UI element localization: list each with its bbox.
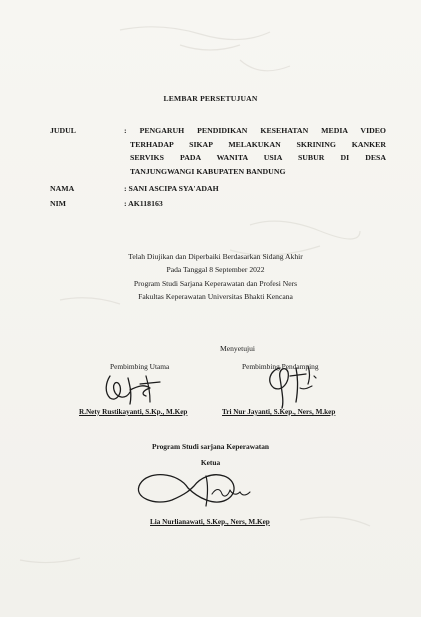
nim-value: : AK118163	[124, 199, 163, 208]
judul-value	[124, 124, 386, 178]
approval-line: Pada Tanggal 8 September 2022	[166, 265, 265, 275]
approval-line: Fakultas Keperawatan Universitas Bhakti Kencana	[138, 292, 293, 302]
judul-line: TERHADAP SIKAP MELAKUKAN SKRINING KANKER	[130, 139, 386, 149]
ketua-role: Ketua	[200, 458, 221, 467]
nim-label: NIM	[50, 199, 67, 208]
nama-label: NAMA	[50, 184, 75, 193]
judul-label: JUDUL	[50, 126, 76, 135]
judul-line: SERVIKS PADA WANITA USIA SUBUR DI DESA	[130, 153, 386, 163]
signature-pembimbing-utama	[100, 368, 170, 408]
page-title: LEMBAR PERSETUJUAN	[163, 94, 258, 103]
menyetujui-label: Menyetujui	[220, 344, 256, 353]
approval-line: Telah Diujikan dan Diperbaiki Berdasarkan Sidang Akhir	[128, 252, 303, 261]
nama-value: : SANI ASCIPA SYA'ADAH	[124, 184, 219, 193]
pembimbing-utama-role: Pembimbing Utama	[110, 362, 170, 371]
judul-line: TANJUNGWANGI KABUPATEN BANDUNG	[130, 166, 286, 176]
pembimbing-utama-name: R.Nety Rustikayanti, S.Kp., M.Kep	[79, 408, 188, 416]
ketua-name: Lia Nurlianawati, S.Kep., Ners, M.Kep	[150, 518, 270, 526]
approval-line: Program Studi Sarjana Keperawatan dan Profesi Ners	[133, 278, 298, 288]
signature-pembimbing-pendamping	[260, 358, 330, 410]
pembimbing-pendamping-name: Tri Nur Jayanti, S.Kep., Ners, M.kep	[222, 408, 336, 416]
judul-line: : PENGARUH PENDIDIKAN KESEHATAN MEDIA VIDEO	[124, 126, 386, 135]
program-studi-title: Program Studi sarjana Keperawatan	[151, 442, 270, 451]
pembimbing-pendamping-role: Pembimbing Pendamping	[242, 362, 319, 371]
signature-ketua	[128, 466, 258, 512]
approval-statement	[0, 250, 421, 304]
